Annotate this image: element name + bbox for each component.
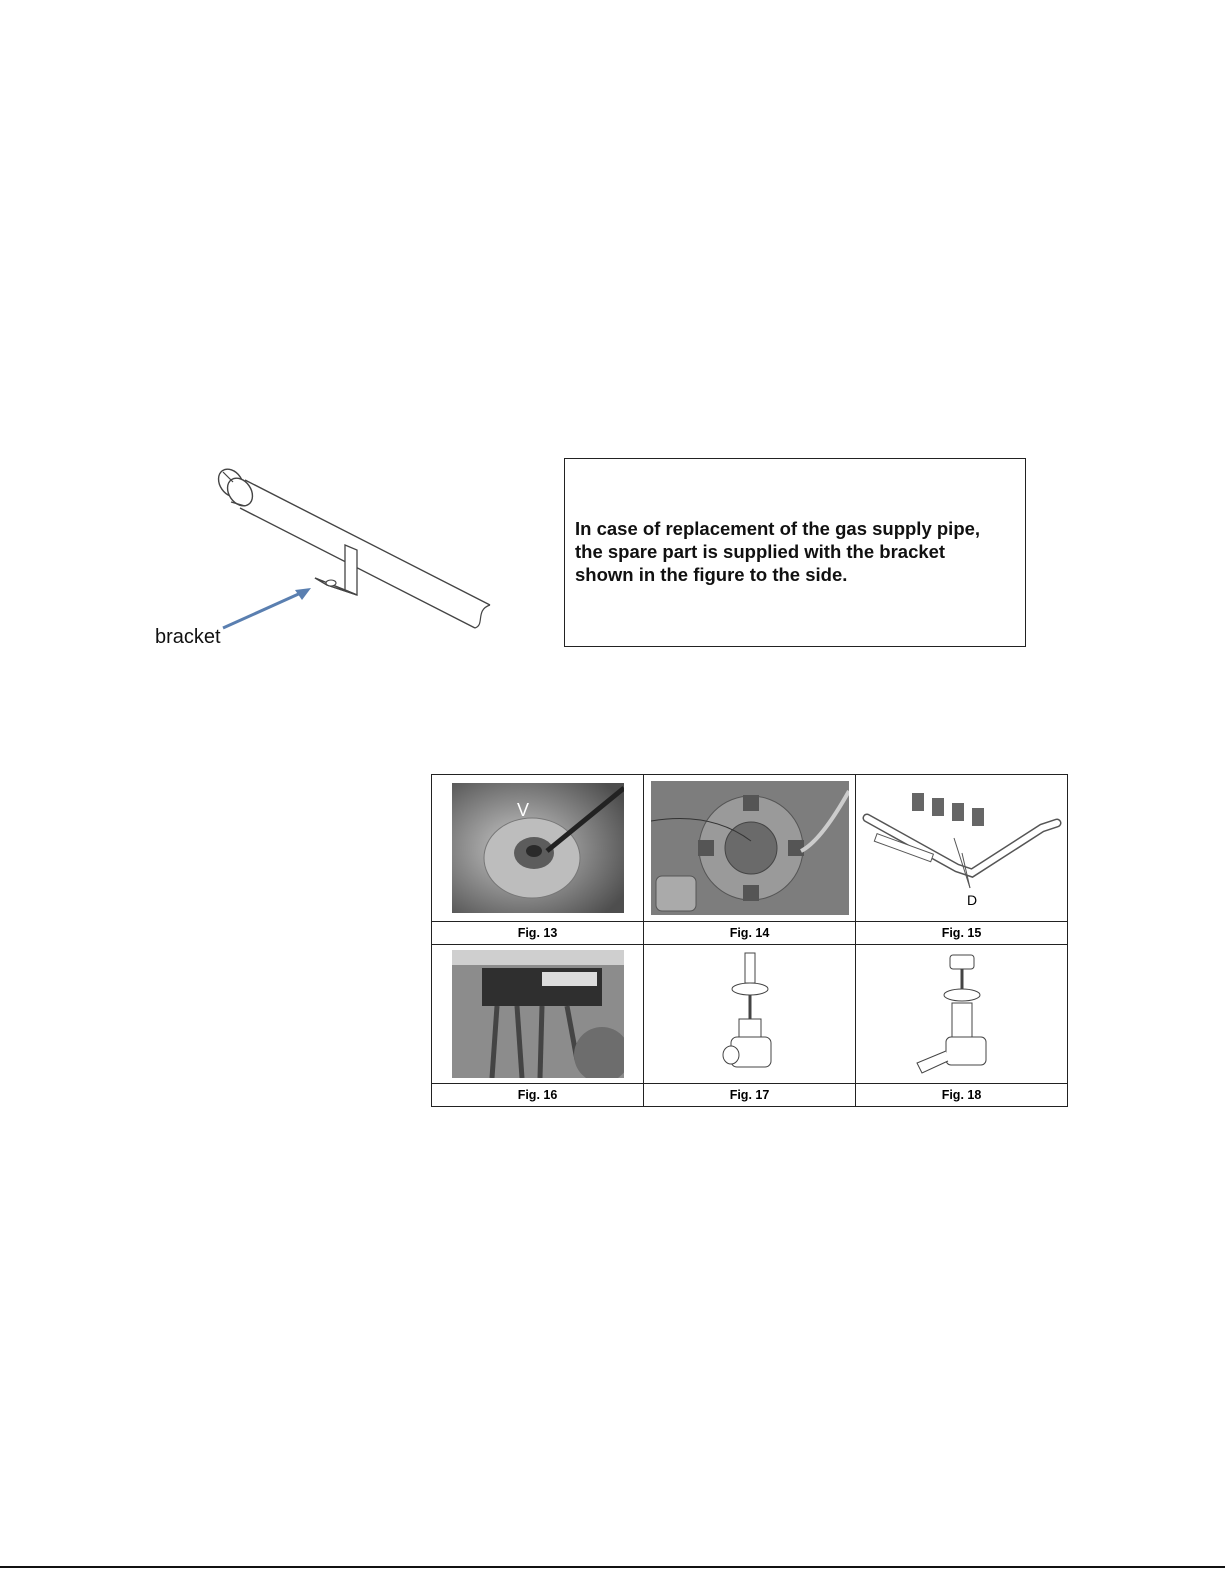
figure-caption: Fig. 14	[644, 922, 856, 945]
figure-cell	[432, 945, 644, 1084]
bracket-label: bracket	[155, 626, 221, 648]
figure-cell	[644, 775, 856, 922]
figure-caption: Fig. 17	[644, 1084, 856, 1107]
note-line: shown in the figure to the side.	[575, 564, 848, 585]
note-line: In case of replacement of the gas supply pipe,	[575, 518, 981, 539]
page-bottom-rule	[0, 1566, 1225, 1568]
figure-caption: Fig. 15	[856, 922, 1068, 945]
fig-14-burner-underside-photo	[651, 781, 849, 915]
figure-caption: Fig. 13	[432, 922, 644, 945]
figure-cell	[644, 945, 856, 1084]
fig-15-gas-ramp-diagram	[862, 783, 1062, 913]
figure-cell	[432, 775, 644, 922]
replacement-note-box	[564, 458, 1026, 647]
gas-supply-pipe-illustration	[145, 450, 505, 655]
figure-caption: Fig. 18	[856, 1084, 1068, 1107]
note-line: the spare part is supplied with the bracket	[575, 541, 946, 562]
figure-grid	[431, 774, 1068, 1107]
figure-cell	[856, 775, 1068, 922]
fig-17-valve-diagram	[705, 951, 795, 1077]
replacement-note-text	[575, 517, 1023, 586]
callout-v: V	[516, 800, 529, 820]
fig-16-ignition-module-photo	[452, 950, 624, 1078]
figure-caption: Fig. 16	[432, 1084, 644, 1107]
fig-13-burner-photo	[452, 783, 624, 913]
fig-18-valve-diagram	[912, 951, 1012, 1077]
callout-d: D	[966, 892, 977, 908]
figure-cell	[856, 945, 1068, 1084]
